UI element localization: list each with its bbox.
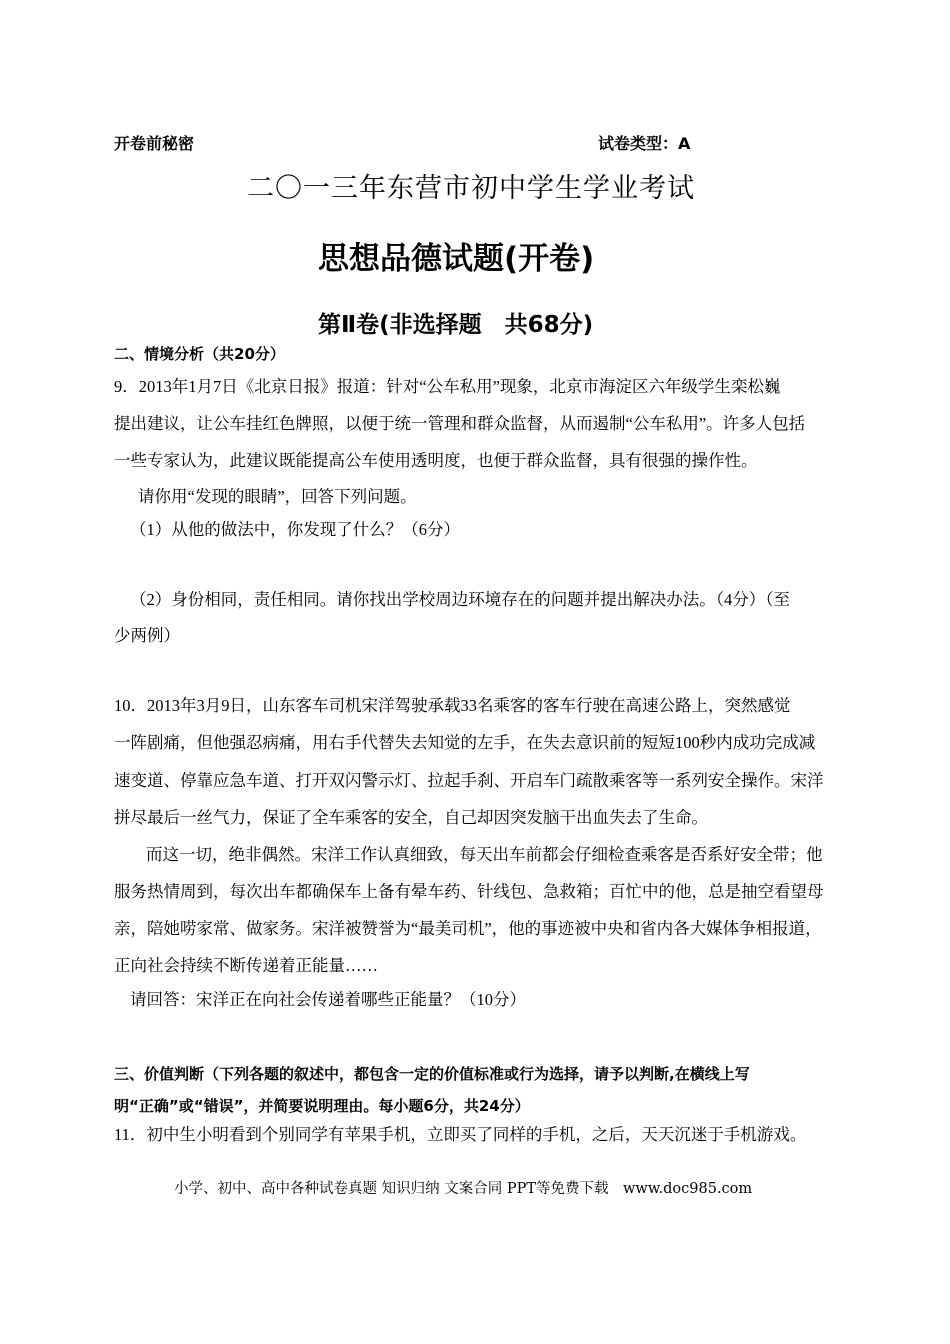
section3-heading-line-2: 明“正确”或“错误”，并简要说明理由。每小题6分，共24分）: [114, 1097, 530, 1115]
q9-line-3: 一些专家认为，此建议既能提高公车使用透明度，也便于群众监督，具有很强的操作性。: [114, 451, 758, 470]
exam-title: 二〇一三年东营市初中学生学业考试: [247, 173, 695, 204]
q10-para2-line-1: 而这一切，绝非偶然。宋洋工作认真细致，每天出车前都会仔细检查乘客是否系好安全带；他: [146, 845, 823, 864]
section3-heading-line-1: 三、价值判断（下列各题的叙述中，都包含一定的价值标准或行为选择，请予以判断,在横线上写: [114, 1065, 750, 1083]
q9-line-1: 9．2013年1月7日《北京日报》报道：针对“公车私用”现象，北京市海淀区六年级学生栾松巍: [114, 377, 781, 396]
q10-question: 请回答：宋洋正在向社会传递着哪些正能量？（10分）: [130, 990, 526, 1009]
q10-para2-line-2: 服务热情周到，每次出车都确保车上备有晕车药、针线包、急救箱；百忙中的他，总是抽空看望母: [114, 882, 824, 901]
subject-title: 思想品德试题(开卷): [318, 241, 595, 277]
q9-subquestion-2-line-1: （2）身份相同，责任相同。请你找出学校周边环境存在的问题并提出解决办法。（4分）（至: [130, 590, 790, 609]
volume-title: 第Ⅱ卷(非选择题 共68分): [318, 312, 594, 338]
q9-prompt: 请你用“发现的眼睛”，回答下列问题。: [138, 487, 417, 506]
q11-text: 11．初中生小明看到个别同学有苹果手机，立即买了同样的手机，之后，天天沉迷于手机游戏。: [114, 1125, 807, 1144]
q9-line-2: 提出建议，让公车挂红色牌照，以便于统一管理和群众监督，从而遏制“公车私用”。许多人包括: [114, 414, 806, 433]
q10-line-1: 10．2013年3月9日，山东客车司机宋洋驾驶承载33名乘客的客车行驶在高速公路上，突然感觉: [114, 696, 791, 715]
q9-subquestion-1: （1）从他的做法中，你发现了什么？（6分）: [130, 520, 460, 539]
paper-type-label: 试卷类型：A: [598, 134, 691, 153]
q10-para2-line-4: 正向社会持续不断传递着正能量……: [114, 956, 378, 975]
q10-para2-line-3: 亲，陪她唠家常、做家务。宋洋被赞誉为“最美司机”，他的事迹被中央和省内各大媒体争相报道，: [114, 919, 822, 938]
footer-text: 小学、初中、高中各种试卷真题 知识归纳 文案合同 PPT等免费下载 www.doc985.com: [174, 1181, 753, 1197]
q10-line-2: 一阵剧痛，但他强忍病痛，用右手代替失去知觉的左手，在失去意识前的短短100秒内成功完成减: [114, 733, 816, 752]
section2-heading: 二、情境分析（共20分）: [114, 345, 285, 363]
q10-line-4: 拼尽最后一丝气力，保证了全车乘客的安全，自己却因突发脑干出血失去了生命。: [114, 808, 708, 827]
q10-line-3: 速变道、停靠应急车道、打开双闪警示灯、拉起手刹、开启车门疏散乘客等一系列安全操作。宋洋: [114, 771, 824, 790]
q9-subquestion-2-line-2: 少两例）: [114, 626, 180, 645]
confidential-label: 开卷前秘密: [114, 134, 195, 153]
